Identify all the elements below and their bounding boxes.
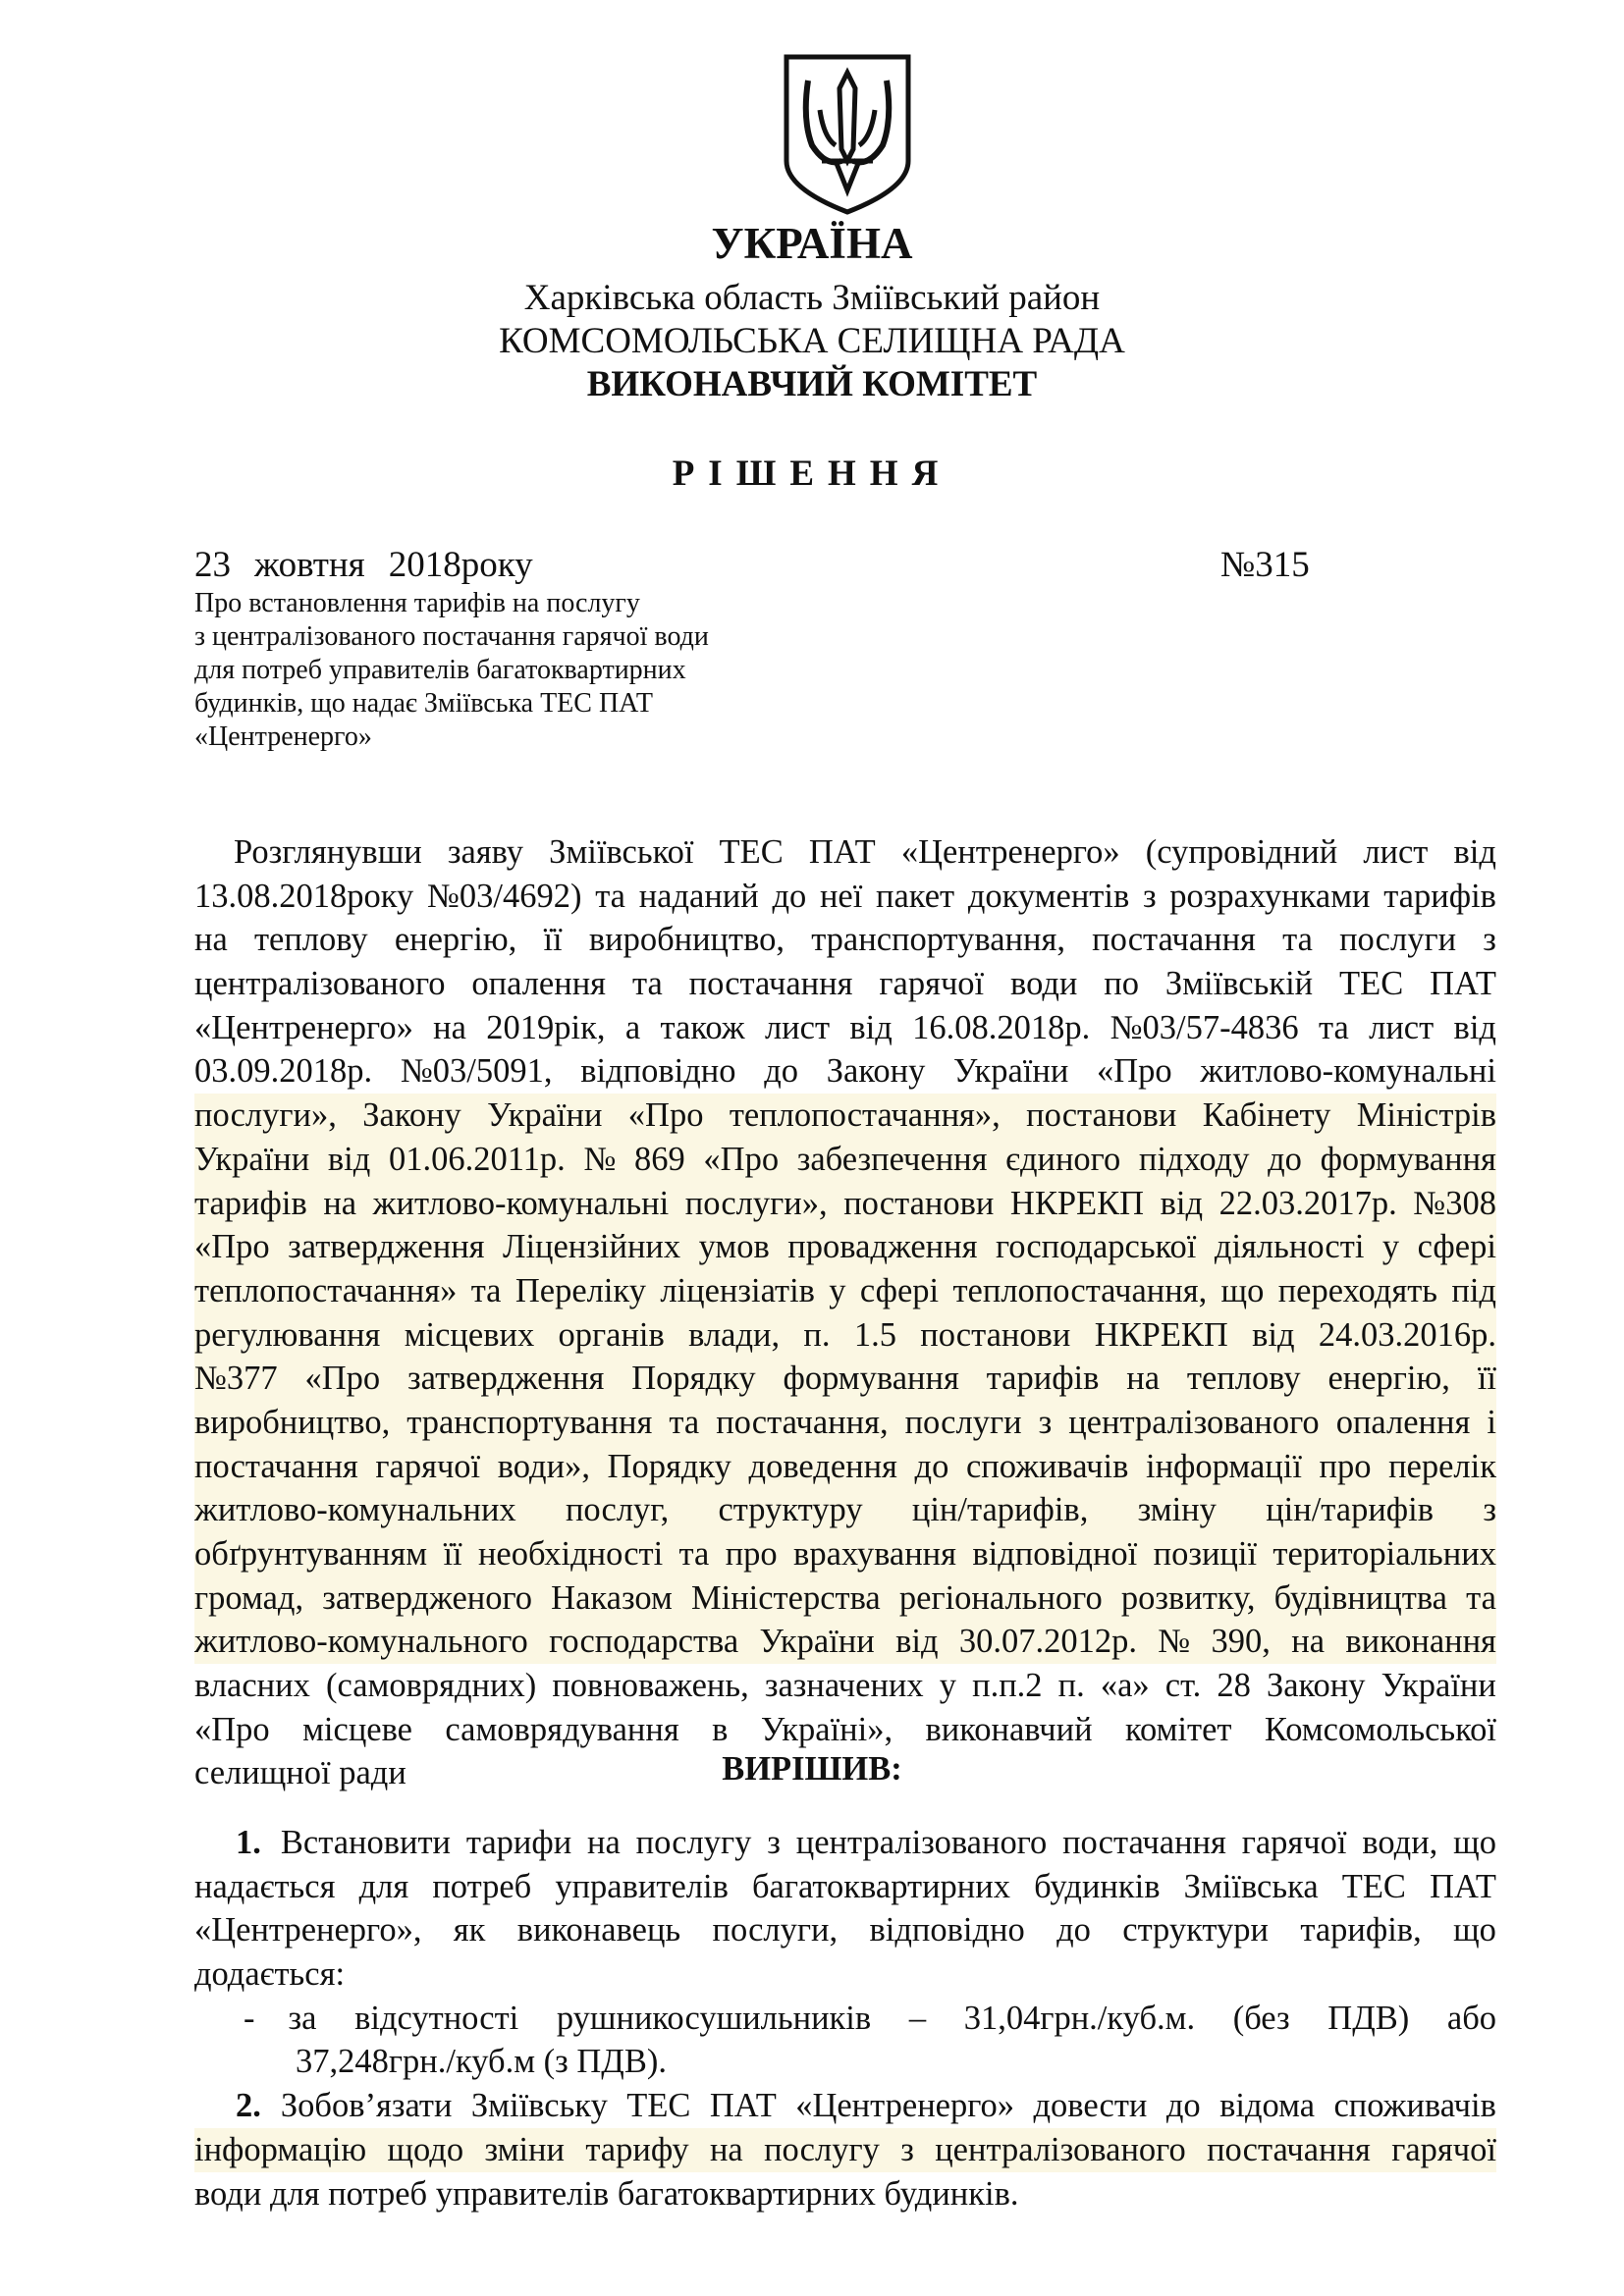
committee-name: ВИКОНАВЧИЙ КОМІТЕТ <box>586 364 1038 404</box>
item-number: 1. <box>236 1824 261 1861</box>
item-text: Зобов’язати Зміївську ТЕС ПАТ «Центренерго» довести до відома споживачів <box>280 2087 1496 2125</box>
tariff-line <box>194 1997 1496 2041</box>
subject-line: будинків, що надає Зміївська ТЕС ПАТ <box>194 688 654 719</box>
decided-heading: ВИРІШИВ: <box>722 1750 902 1788</box>
subject-line: для потреб управителів багатоквартирних <box>194 655 686 685</box>
subject-line: «Центренерго» <box>194 721 372 752</box>
document-type: РІШЕННЯ <box>672 454 952 494</box>
tariff-text: за відсутності рушникосушильників – 31,04грн./куб.м. (без ПДВ) або <box>288 1999 1496 2037</box>
item-2-line: води для потреб управителів багатоквартирних будинків. <box>194 2174 1019 2213</box>
tariff-line: 37,248грн./куб.м (з ПДВ). <box>296 2043 667 2081</box>
dash-bullet: - <box>244 1999 255 2037</box>
body-line: постачання гарячої води», Порядку доведення до споживачів інформації про перелік <box>194 1445 1496 1489</box>
body-line: обґрунтуванням її необхідності та про врахування відповідної позиції територіальних <box>194 1532 1496 1576</box>
body-line: «Центренерго» на 2019рік, а також лист від 16.08.2018р. №03/57-4836 та лист від <box>194 1008 1496 1046</box>
decision-date <box>194 544 557 586</box>
subject-line: Про встановлення тарифів на послугу <box>194 588 640 618</box>
body-line: «Про місцеве самоврядування в Україні», виконавчий комітет Комсомольської <box>194 1710 1496 1748</box>
date-year: 2018року <box>388 545 533 585</box>
body-line: послуги», Закону України «Про теплопостачання», постанови Кабінету Міністрів <box>194 1094 1496 1138</box>
decision-number: №315 <box>1220 545 1310 585</box>
body-line: «Про затвердження Ліцензійних умов провадження господарської діяльності у сфері <box>194 1225 1496 1269</box>
preamble-paragraph <box>194 830 1496 1795</box>
item-2-line: інформацію щодо зміни тарифу на послугу з централізованого постачання гарячої <box>194 2128 1496 2172</box>
date-month: жовтня <box>254 545 365 585</box>
council-name: КОМСОМОЛЬСЬКА СЕЛИЩНА РАДА <box>499 321 1125 361</box>
decision-subject <box>194 587 882 754</box>
body-line: теплопостачання» та Переліку ліцензіатів у сфері теплопостачання, що переходять під <box>194 1269 1496 1313</box>
decision-items <box>194 1821 1496 2216</box>
body-line: виробництво, транспортування та постачання, послуги з централізованого опалення і <box>194 1401 1496 1445</box>
date-day: 23 <box>194 545 231 585</box>
body-line: власних (самоврядних) повноважень, зазначених у п.п.2 п. «а» ст. 28 Закону України <box>194 1667 1496 1705</box>
body-line: Розглянувши заяву Зміївської ТЕС ПАТ «Центренерго» (супровідний лист від <box>234 833 1496 871</box>
item-1-line: додається: <box>194 1955 346 1994</box>
item-2-line <box>194 2084 1496 2128</box>
body-line: регулювання місцевих органів влади, п. 1.5 постанови НКРЕКП від 24.03.2016р. <box>194 1313 1496 1358</box>
body-line: №377 «Про затвердження Порядку формування тарифів на теплову енергію, її <box>194 1357 1496 1401</box>
item-1-line <box>194 1821 1496 1865</box>
body-line: України від 01.06.2011р. № 869 «Про забезпечення єдиного підходу до формування <box>194 1138 1496 1182</box>
body-line: на теплову енергію, її виробництво, транспортування, постачання та послуги з <box>194 921 1496 959</box>
item-text: Встановити тарифи на послугу з централізованого постачання гарячої води, що <box>280 1824 1496 1861</box>
trident-coat-of-arms-icon <box>779 51 916 216</box>
item-1-line: «Центренерго», як виконавець послуги, відповідно до структури тарифів, що <box>194 1911 1496 1949</box>
item-1-line: надається для потреб управителів багатоквартирних будинків Зміївська ТЕС ПАТ <box>194 1867 1496 1905</box>
body-line: 13.08.2018року №03/4692) та наданий до неї пакет документів з розрахунками тарифів <box>194 877 1496 915</box>
item-number: 2. <box>236 2087 261 2125</box>
body-line: тарифів на житлово-комунальні послуги», постанови НКРЕКП від 22.03.2017р. №308 <box>194 1182 1496 1226</box>
body-line: централізованого опалення та постачання гарячої води по Зміївській ТЕС ПАТ <box>194 965 1496 1003</box>
body-line: селищної ради <box>194 1754 406 1792</box>
country-title: УКРАЇНА <box>711 219 913 268</box>
body-line: житлово-комунального господарства України від 30.07.2012р. № 390, на виконання <box>194 1620 1496 1664</box>
region-line: Харківська область Зміївський район <box>523 278 1101 318</box>
body-line: житлово-комунальних послуг, структуру цін/тарифів, зміну цін/тарифів з <box>194 1488 1496 1532</box>
body-line: громад, затвердженого Наказом Міністерства регіонального розвитку, будівництва та <box>194 1576 1496 1621</box>
body-line: 03.09.2018р. №03/5091, відповідно до Закону України «Про житлово-комунальні <box>194 1052 1496 1091</box>
subject-line: з централізованого постачання гарячої води <box>194 621 709 652</box>
